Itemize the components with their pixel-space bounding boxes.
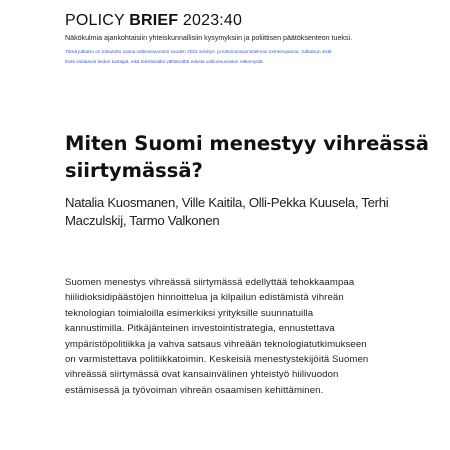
abstract-line: ympäristöpolitiikka ja vahva satsaus vihreään teknologiatutkimukseen	[65, 338, 367, 350]
abstract-line: Suomen menestys vihreässä siirtymässä edellyttää tehokkaampaa	[65, 277, 355, 288]
abstract-line: on varmistettava politiikkatoimin. Keskeisiä menestystekijöitä Suomen	[65, 354, 369, 366]
abstract-line: hiilidioksidipäästöjen hinnoittelua ja kilpailun edistämistä vihreän	[65, 292, 344, 304]
abstract-paragraph	[65, 275, 395, 398]
abstract-line: teknologian toimialoilla esimerkiksi yrityksille suunnatuilla	[65, 307, 314, 319]
disclaimer-line: löstä vastaavat tiedon tuottajat, eikä tekstisisältö välttämättä edusta valtioneuvoston näkemystä.	[65, 58, 264, 64]
abstract-line: vihreässä siirtymässä ovat kansainvälinen yhteistyö hiilivuodon	[65, 369, 339, 381]
abstract-line: estämisessä ja työvoiman vihreän osaamisen kehittäminen.	[65, 384, 324, 396]
series-tagline: Näkökulmia ajankohtaisiin yhteiskunnallisiin kysymyksiin ja poliittisen päätöksenteon tueksi.	[65, 34, 353, 42]
series-label: POLICY	[65, 12, 130, 29]
author-list: Natalia Kuosmanen, Ville Kaitila, Olli-Pekka Kuusela, Terhi Maczulskij, Tarmo Valkonen	[65, 195, 389, 228]
document-title: Miten Suomi menestyy vihreässä siirtymässä?	[65, 132, 429, 182]
abstract-line: kannustimilla. Pitkäjänteinen investointistrategia, ennustettava	[65, 323, 335, 335]
disclaimer-line: Tämä julkaisu on toteutettu osana valtioneuvoston vuoden 2022 selvitys- ja tutkimussuunnitelman toimeenpanoa. Julkaisun sisäl-	[65, 49, 333, 54]
publication-series	[65, 12, 242, 30]
government-disclaimer	[65, 47, 395, 66]
series-number: 2023:40	[178, 12, 243, 29]
series-type: BRIEF	[129, 12, 179, 29]
